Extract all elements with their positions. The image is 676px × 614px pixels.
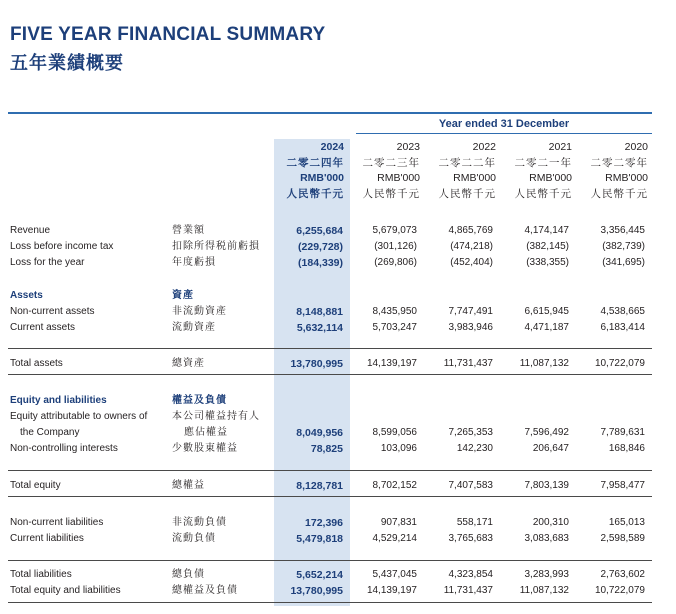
value-2022: 7,407,583 [448,480,493,491]
value-2024: 5,632,114 [296,322,343,334]
year-header-2023 [346,140,420,202]
year-label: 2021 [548,141,572,153]
unit-label-zh: 人民幣千元 [362,187,420,200]
value-2021: 7,803,139 [524,480,569,491]
value-2020: 7,958,477 [600,480,645,491]
value-2023: 5,437,045 [372,569,417,580]
value-2021: 206,647 [532,443,569,454]
value-2021: (338,355) [526,257,569,268]
row-label-zh: 扣除所得税前虧損 [172,241,260,252]
value-2024: 13,780,995 [290,358,343,370]
row-revenue [0,223,676,239]
year-label-zh: 二零二三年 [362,156,420,169]
row-label: Non-controlling interests [10,443,118,454]
unit-label: RMB'000 [377,172,420,184]
row-total-liabilities [0,567,676,583]
value-2020: (341,695) [602,257,645,268]
year-label-zh: 二零二一年 [514,156,572,169]
row-label-zh: 營業額 [172,225,205,236]
row-label-zh: 應佔權益 [184,427,228,438]
unit-label: RMB'000 [529,172,572,184]
value-2022: 3,983,946 [448,322,493,333]
section-label-zh: 權益及負債 [172,395,227,406]
value-2024: (184,339) [298,257,343,269]
unit-label-zh: 人民幣千元 [590,187,648,200]
row-label-zh: 流動負債 [172,533,216,544]
value-2020: 6,183,414 [600,322,645,333]
row-label-zh: 非流動負債 [172,517,227,528]
value-2023: 14,139,197 [366,585,417,596]
unit-label-zh: 人民幣千元 [438,187,496,200]
period-label: Year ended 31 December [438,118,570,130]
divider [8,374,652,375]
row-label: Total liabilities [10,569,72,580]
row-label-zh: 總負債 [172,569,205,580]
value-2021: 6,615,945 [524,306,569,317]
year-header-2020 [574,140,648,202]
year-label: 2022 [472,141,496,153]
year-label: 2023 [396,141,420,153]
value-2023: (269,806) [374,257,417,268]
row-label: Non-current assets [10,306,95,317]
value-2021: 3,083,683 [524,533,569,544]
row-equity-attributable [0,409,676,425]
divider [8,560,652,561]
section-label: Assets [10,290,43,301]
row-current-liabilities [0,531,676,547]
value-2024: 172,396 [305,517,343,529]
value-2021: 4,174,147 [524,225,569,236]
value-2022: (474,218) [450,241,493,252]
value-2024: 8,148,881 [296,306,343,318]
year-label: 2024 [320,141,344,153]
value-2022: 4,865,769 [448,225,493,236]
value-2022: 558,171 [456,517,493,528]
value-2021: 4,471,187 [524,322,569,333]
value-2020: 2,763,602 [600,569,645,580]
year-header-2022 [422,140,496,202]
value-2024: 6,255,684 [296,225,343,237]
value-2024: 78,825 [310,443,343,455]
value-2024: 5,652,214 [296,569,343,581]
value-2022: 4,323,854 [448,569,493,580]
row-non-controlling [0,441,676,457]
row-label: the Company [20,427,80,438]
value-2022: (452,404) [450,257,493,268]
value-2020: 10,722,079 [594,585,645,596]
value-2022: 142,230 [456,443,493,454]
value-2023: 14,139,197 [366,358,417,369]
value-2022: 3,765,683 [448,533,493,544]
row-non-current-assets [0,304,676,320]
value-2023: 8,599,056 [372,427,417,438]
row-label-zh: 年度虧損 [172,257,216,268]
value-2024: (229,728) [298,241,343,253]
value-2023: 5,679,073 [372,225,417,236]
unit-label: RMB'000 [300,172,344,184]
section-label: Equity and liabilities [10,395,107,406]
row-current-assets [0,320,676,336]
value-2020: 7,789,631 [600,427,645,438]
unit-label-zh: 人民幣千元 [286,187,344,200]
row-label-zh: 非流動資產 [172,306,227,317]
row-label: Loss before income tax [10,241,114,252]
unit-label: RMB'000 [453,172,496,184]
value-2022: 7,265,353 [448,427,493,438]
row-label: Total equity [10,480,61,491]
row-loss-before-tax [0,239,676,255]
value-2022: 11,731,437 [443,358,493,369]
value-2021: 11,087,132 [519,585,569,596]
value-2024: 8,049,956 [296,427,343,439]
year-header-2024 [270,140,344,202]
value-2021: 3,283,993 [524,569,569,580]
value-2023: (301,126) [374,241,417,252]
unit-label: RMB'000 [605,172,648,184]
value-2022: 11,731,437 [443,585,493,596]
row-label-zh: 本公司權益持有人 [172,411,260,422]
row-loss-for-year [0,255,676,271]
value-2024: 5,479,818 [296,533,343,545]
value-2020: 165,013 [608,517,645,528]
value-2021: (382,145) [526,241,569,252]
value-2020: 4,538,665 [600,306,645,317]
value-2023: 5,703,247 [372,322,417,333]
row-label: Total equity and liabilities [10,585,121,596]
period-rule [356,133,652,134]
row-label-zh: 總權益及負債 [172,585,238,596]
year-label-zh: 二零二零年 [590,156,648,169]
top-rule [8,112,652,114]
value-2024: 13,780,995 [290,585,343,597]
value-2024: 8,128,781 [296,480,343,492]
row-label: Equity attributable to owners of [10,411,148,422]
value-2020: (382,739) [602,241,645,252]
value-2020: 168,846 [608,443,645,454]
row-total-equity-liabilities [0,583,676,599]
row-label: Current liabilities [10,533,84,544]
value-2021: 200,310 [532,517,569,528]
value-2023: 4,529,214 [372,533,417,544]
section-label-zh: 資產 [172,290,194,301]
row-label: Non-current liabilities [10,517,104,528]
title-en: FIVE YEAR FINANCIAL SUMMARY [10,24,326,45]
row-label: Current assets [10,322,76,333]
year-header-2021 [498,140,572,202]
year-label: 2020 [624,141,648,153]
section-assets [0,288,676,304]
value-2023: 907,831 [380,517,417,528]
value-2023: 8,435,950 [372,306,417,317]
unit-label-zh: 人民幣千元 [514,187,572,200]
divider [8,496,652,497]
row-label: Loss for the year [10,257,85,268]
row-equity-attributable-cont [0,425,676,441]
value-2020: 10,722,079 [594,358,645,369]
divider [8,348,652,349]
value-2021: 11,087,132 [519,358,569,369]
row-total-equity [0,478,676,494]
divider [8,470,652,471]
year-label-zh: 二零二四年 [286,156,344,169]
value-2021: 7,596,492 [524,427,569,438]
row-total-assets [0,356,676,372]
row-label: Revenue [10,225,51,236]
row-label: Total assets [10,358,63,369]
title-zh: 五年業績概要 [10,53,124,73]
row-label-zh: 少數股東權益 [172,443,238,454]
row-label-zh: 總權益 [172,480,205,491]
value-2023: 8,702,152 [372,480,417,491]
row-label-zh: 總資產 [172,358,205,369]
value-2023: 103,096 [380,443,417,454]
value-2020: 2,598,589 [600,533,645,544]
section-equity-liabilities [0,393,676,409]
divider [8,602,652,603]
value-2022: 7,747,491 [448,306,493,317]
value-2020: 3,356,445 [600,225,645,236]
year-label-zh: 二零二二年 [438,156,496,169]
row-label-zh: 流動資產 [172,322,216,333]
row-non-current-liabilities [0,515,676,531]
